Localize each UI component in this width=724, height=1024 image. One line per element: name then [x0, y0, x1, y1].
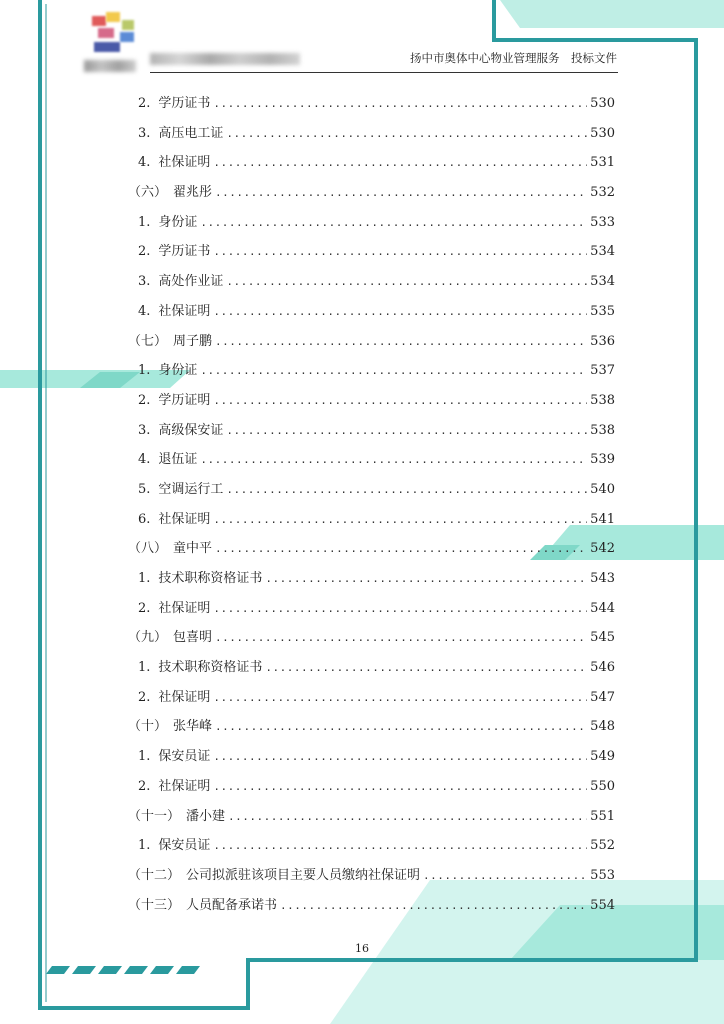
toc-leader-dots	[423, 861, 587, 891]
toc-entry-number: 1.	[138, 749, 151, 765]
toc-entry-title: 社保证明	[158, 689, 211, 705]
toc-leader-dots	[215, 712, 587, 742]
toc-entry-title: 人员配备承诺书	[186, 897, 278, 913]
toc-entry-title: 社保证明	[158, 511, 211, 527]
toc-entry[interactable]	[128, 831, 615, 861]
toc-entry-page: 554	[590, 897, 615, 913]
toc-leader-dots	[213, 505, 587, 535]
toc-entry-title: 高处作业证	[158, 274, 224, 290]
page-number: 16	[355, 942, 369, 955]
toc-entry[interactable]	[128, 564, 615, 594]
toc-entry-title: 技术职称资格证书	[158, 660, 263, 676]
toc-entry-page: 538	[590, 422, 615, 438]
toc-entry-title: 社保证明	[158, 155, 211, 171]
toc-entry-title: 技术职称资格证书	[158, 571, 263, 586]
toc-entry-page: 539	[590, 452, 615, 468]
toc-entry-number: 2.	[138, 392, 151, 408]
toc-entry-title: 公司拟派驻该项目主要人员缴纳社保证明	[186, 867, 421, 883]
company-logo	[84, 12, 148, 56]
toc-leader-dots	[215, 327, 587, 357]
toc-leader-dots	[226, 119, 587, 149]
toc-entry-title: 保安员证	[158, 838, 211, 854]
toc-entry-page: 538	[590, 392, 615, 408]
toc-entry-number: 1.	[138, 214, 151, 230]
toc-entry-page: 543	[590, 571, 615, 586]
toc-entry-page: 540	[590, 481, 615, 497]
toc-leader-dots	[200, 445, 587, 475]
toc-entry[interactable]	[128, 89, 615, 119]
toc-leader-dots	[215, 623, 587, 653]
toc-entry[interactable]	[128, 623, 615, 653]
toc-leader-dots	[213, 683, 587, 713]
toc-entry-title: 社保证明	[158, 778, 211, 794]
toc-entry-number: 4.	[138, 452, 151, 468]
toc-entry-title: 学历证书	[158, 244, 211, 260]
toc-entry[interactable]	[128, 653, 615, 683]
toc-entry-number: 3.	[138, 274, 151, 290]
toc-entry-title: 社保证明	[158, 600, 211, 616]
toc-leader-dots	[213, 237, 587, 267]
toc-leader-dots	[228, 802, 587, 832]
toc-leader-dots	[213, 386, 587, 416]
toc-entry-number: （九）	[128, 630, 168, 646]
toc-entry-title: 张华峰	[173, 719, 213, 735]
toc-entry-page: 546	[590, 660, 615, 676]
toc-entry[interactable]	[128, 208, 615, 238]
toc-entry-title: 学历证书	[158, 96, 211, 111]
toc-leader-dots	[213, 742, 587, 772]
toc-entry-title: 高压电工证	[158, 125, 224, 141]
toc-leader-dots	[226, 416, 587, 446]
toc-entry-title: 高级保安证	[158, 422, 224, 438]
toc-leader-dots	[213, 831, 587, 861]
toc-entry[interactable]	[128, 445, 615, 475]
toc-leader-dots	[215, 534, 587, 564]
toc-entry[interactable]	[128, 416, 615, 446]
toc-entry-number: 4.	[138, 303, 151, 319]
toc-entry-title: 身份证	[158, 214, 198, 230]
toc-entry-number: 3.	[138, 125, 151, 141]
toc-entry-page: 534	[590, 274, 615, 290]
toc-entry[interactable]	[128, 148, 615, 178]
toc-entry-page: 552	[590, 838, 615, 854]
toc-entry[interactable]	[128, 772, 615, 802]
toc-entry-number: 1.	[138, 838, 151, 854]
toc-leader-dots	[213, 148, 587, 178]
toc-entry-number: 2.	[138, 96, 151, 111]
toc-entry-title: 翟兆彤	[173, 185, 213, 201]
toc-entry-number: 1.	[138, 660, 151, 676]
toc-entry-number: （十二）	[128, 867, 181, 883]
toc-entry-page: 531	[590, 155, 615, 171]
toc-entry[interactable]	[128, 178, 615, 208]
toc-leader-dots	[200, 356, 587, 386]
toc-leader-dots	[213, 297, 587, 327]
toc-entry-page: 533	[590, 214, 615, 230]
toc-entry[interactable]	[128, 505, 615, 535]
toc-entry-page: 549	[590, 749, 615, 765]
toc-entry[interactable]	[128, 802, 615, 832]
company-name-blurred	[150, 53, 300, 65]
toc-entry-number: 1.	[138, 363, 151, 379]
toc-entry[interactable]	[128, 119, 615, 149]
toc-entry[interactable]	[128, 297, 615, 327]
toc-entry-number: （十三）	[128, 897, 181, 913]
toc-entry[interactable]	[128, 861, 615, 891]
toc-entry-page: 534	[590, 244, 615, 260]
toc-entry-title: 保安员证	[158, 749, 211, 765]
toc-entry[interactable]	[128, 327, 615, 357]
toc-entry[interactable]	[128, 237, 615, 267]
toc-entry-page: 553	[590, 867, 615, 883]
toc-leader-dots	[226, 475, 587, 505]
toc-entry[interactable]	[128, 356, 615, 386]
toc-entry-number: 2.	[138, 244, 151, 260]
toc-entry-title: 身份证	[158, 363, 198, 379]
toc-entry-page: 541	[590, 511, 615, 527]
toc-entry[interactable]	[128, 683, 615, 713]
toc-entry[interactable]	[128, 742, 615, 772]
toc-entry-page: 535	[590, 303, 615, 319]
toc-entry-number: 2.	[138, 600, 151, 616]
toc-entry-number: （十一）	[128, 808, 181, 824]
document-header-title: 扬中市奥体中心物业管理服务 投标文件	[410, 51, 617, 65]
toc-entry-title: 包喜明	[173, 630, 213, 646]
toc-entry-number: 3.	[138, 422, 151, 438]
toc-entry[interactable]	[128, 267, 615, 297]
toc-entry-number: 6.	[138, 511, 151, 527]
toc-entry-title: 社保证明	[158, 303, 211, 319]
toc-entry[interactable]	[128, 386, 615, 416]
toc-entry[interactable]	[128, 475, 615, 505]
toc-entry-number: 1.	[138, 571, 151, 586]
toc-entry-number: 2.	[138, 689, 151, 705]
toc-entry-number: 4.	[138, 155, 151, 171]
toc-leader-dots	[215, 178, 587, 208]
toc-leader-dots	[265, 564, 587, 594]
toc-entry-page: 544	[590, 600, 615, 616]
toc-entry-page: 551	[590, 808, 615, 824]
toc-entry-page: 548	[590, 719, 615, 735]
toc-entry-number: （七）	[128, 333, 168, 349]
toc-entry-page: 545	[590, 630, 615, 646]
toc-entry-page: 530	[590, 125, 615, 141]
toc-leader-dots	[213, 772, 587, 802]
decor-stripe-top-right	[500, 0, 724, 28]
toc-entry-title: 童中平	[173, 541, 213, 557]
toc-entry-title: 退伍证	[158, 452, 198, 468]
toc-entry-page: 532	[590, 185, 615, 201]
toc-entry-page: 536	[590, 333, 615, 349]
toc-entry-page: 530	[590, 96, 615, 111]
toc-entry-page: 550	[590, 778, 615, 794]
toc-leader-dots	[213, 594, 587, 624]
table-of-contents	[128, 89, 615, 920]
toc-entry-number: （八）	[128, 541, 168, 557]
toc-leader-dots	[265, 653, 587, 683]
toc-entry-number: （十）	[128, 719, 168, 735]
toc-entry[interactable]	[128, 712, 615, 742]
toc-entry-title: 学历证明	[158, 392, 211, 408]
toc-entry-page: 542	[590, 541, 615, 557]
toc-entry-page: 537	[590, 363, 615, 379]
company-logo-text-blurred	[84, 60, 136, 72]
toc-leader-dots	[280, 891, 587, 921]
header-divider	[150, 72, 618, 73]
toc-entry-title: 周子鹏	[173, 333, 213, 349]
toc-leader-dots	[226, 267, 587, 297]
toc-entry-number: （六）	[128, 185, 168, 201]
toc-leader-dots	[213, 89, 587, 119]
toc-entry[interactable]	[128, 594, 615, 624]
toc-entry-number: 2.	[138, 778, 151, 794]
toc-entry[interactable]	[128, 891, 615, 921]
toc-entry-page: 547	[590, 689, 615, 705]
toc-leader-dots	[200, 208, 587, 238]
toc-entry[interactable]	[128, 534, 615, 564]
toc-entry-title: 空调运行工	[158, 481, 224, 497]
toc-entry-number: 5.	[138, 481, 151, 497]
toc-entry-title: 潘小建	[186, 808, 226, 824]
